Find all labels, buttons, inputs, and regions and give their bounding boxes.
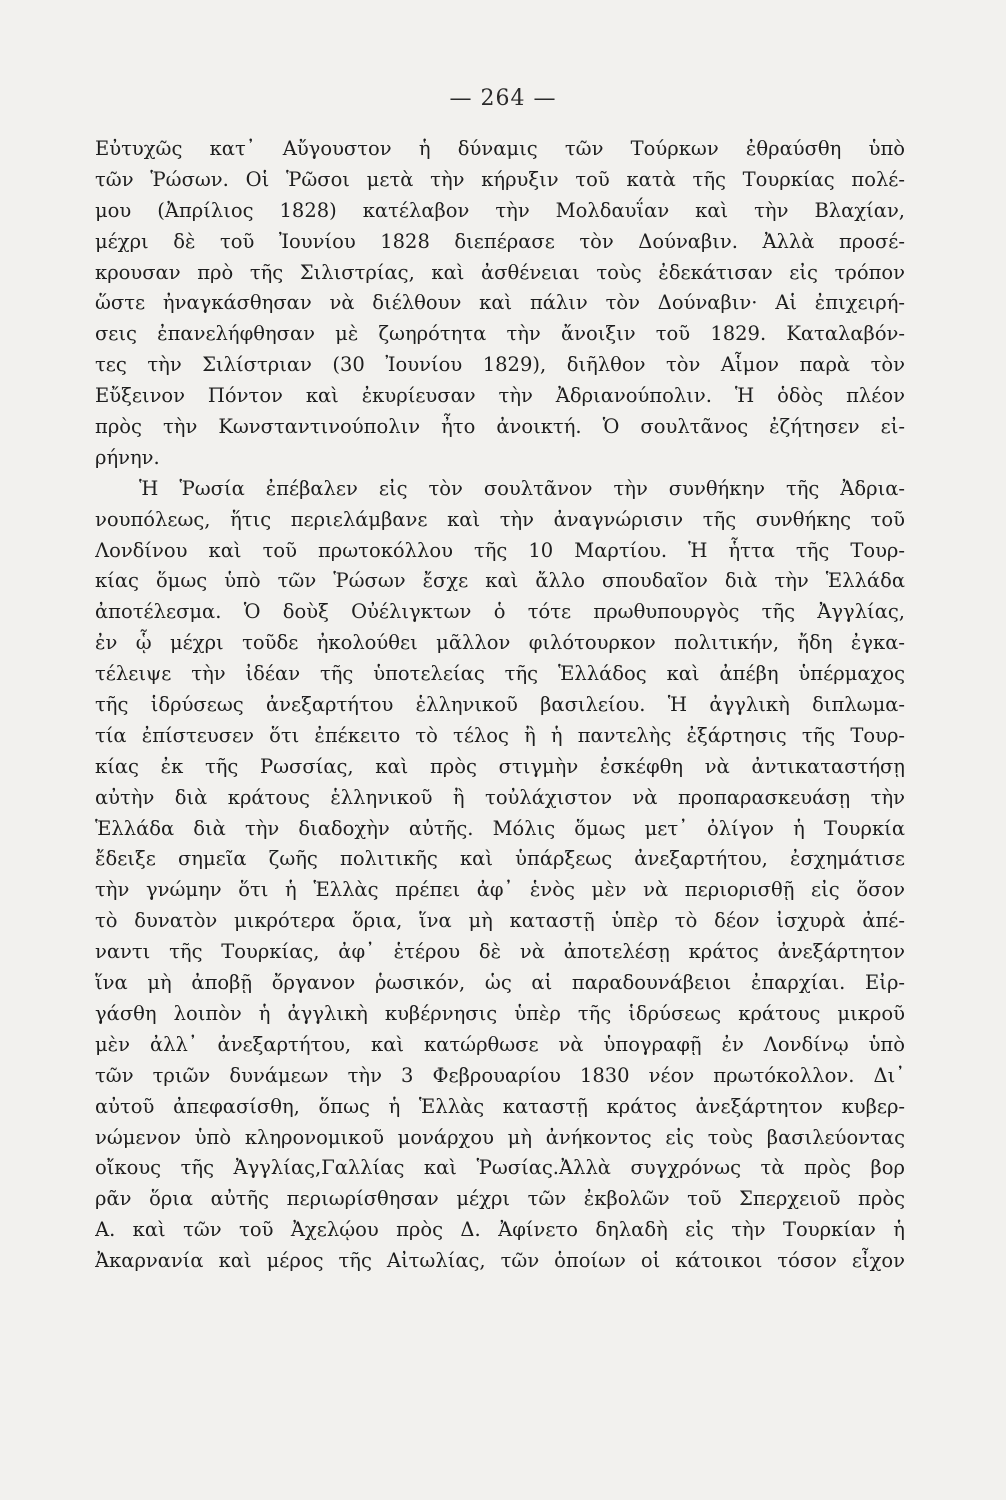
text-line: τῶν Ῥώσων. Οἱ Ῥῶσοι μετὰ τὴν κήρυξιν τοῦ κατὰ τῆς Τουρκίας πολέ-: [95, 167, 905, 191]
text-line: γάσθη λοιπὸν ἡ ἀγγλικὴ κυβέρνησις ὑπὲρ τῆς ἱδρύσεως κράτους μικροῦ: [95, 1001, 905, 1025]
text-line: κίας ἐκ τῆς Ρωσσίας, καὶ πρὸς στιγμὴν ἐσκέφθη νὰ ἀντικαταστήσῃ: [95, 754, 905, 778]
text-line: μου (Ἀπρίλιος 1828) κατέλαβον τὴν Μολδαυΐαν καὶ τὴν Βλαχίαν,: [95, 198, 905, 222]
text-line: Λονδίνου καὶ τοῦ πρωτοκόλλου τῆς 10 Μαρτίου. Ἡ ἧττα τῆς Τουρ-: [95, 538, 905, 562]
text-line: κρουσαν πρὸ τῆς Σιλιστρίας, καὶ ἀσθένειαι τοὺς ἐδεκάτισαν εἰς τρόπον: [95, 260, 905, 284]
text-line: πρὸς τὴν Κωνσταντινούπολιν ἦτο ἀνοικτή. Ὁ σουλτᾶνος ἐζήτησεν εἰ-: [95, 415, 905, 439]
text-line: Α. καὶ τῶν τοῦ Ἀχελῴου πρὸς Δ. Ἀφίνετο δηλαδὴ εἰς τὴν Τουρκίαν ἡ: [95, 1218, 905, 1242]
text-line: τῶν τριῶν δυνάμεων τὴν 3 Φεβρουαρίου 1830 νέον πρωτόκολλον. Δι᾿: [95, 1063, 905, 1087]
text-line: ὥστε ἠναγκάσθησαν νὰ διέλθουν καὶ πάλιν τὸν Δούναβιν· Αἱ ἐπιχειρή-: [95, 291, 905, 315]
text-line: τία ἐπίστευσεν ὅτι ἐπέκειτο τὸ τέλος ἢ ἡ παντελὴς ἐξάρτησις τῆς Τουρ-: [95, 723, 905, 747]
text-line: τέλειψε τὴν ἰδέαν τῆς ὑποτελείας τῆς Ἑλλάδος καὶ ἀπέβη ὑπέρμαχος: [95, 662, 905, 686]
text-line: Ἑλλάδα διὰ τὴν διαδοχὴν αὐτῆς. Μόλις ὅμως μετ᾿ ὀλίγον ἡ Τουρκία: [95, 816, 905, 840]
text-line: κίας ὅμως ὑπὸ τῶν Ῥώσων ἔσχε καὶ ἄλλο σπουδαῖον διὰ τὴν Ἑλλάδα: [95, 569, 905, 593]
text-line: νουπόλεως, ἥτις περιελάμβανε καὶ τὴν ἀναγνώρισιν τῆς συνθήκης τοῦ: [95, 507, 905, 531]
text-line: μέχρι δὲ τοῦ Ἰουνίου 1828 διεπέρασε τὸν Δούναβιν. Ἀλλὰ προσέ-: [95, 229, 905, 253]
text-line: τῆς ἱδρύσεως ἀνεξαρτήτου ἑλληνικοῦ βασιλείου. Ἡ ἀγγλικὴ διπλωμα-: [95, 693, 905, 717]
text-line: τες τὴν Σιλίστριαν (30 Ἰουνίου 1829), διῆλθον τὸν Αἷμον παρὰ τὸν: [95, 353, 905, 377]
text-line: τὴν γνώμην ὅτι ἡ Ἑλλὰς πρέπει ἀφ᾿ ἑνὸς μὲν νὰ περιορισθῇ εἰς ὅσον: [95, 878, 905, 902]
text-line: Ἀκαρνανία καὶ μέρος τῆς Αἰτωλίας, τῶν ὁποίων οἱ κάτοικοι τόσον εἶχον: [95, 1249, 905, 1273]
text-line: οἴκους τῆς Ἀγγλίας,Γαλλίας καὶ Ῥωσίας.Ἀλλὰ συγχρόνως τὰ πρὸς βορ: [95, 1156, 905, 1180]
text-line: ρήνην.: [95, 445, 160, 469]
text-line: σεις ἐπανελήφθησαν μὲ ζωηρότητα τὴν ἄνοιξιν τοῦ 1829. Καταλαβόν-: [95, 322, 905, 346]
page-number: — 264 —: [449, 86, 557, 111]
text-line: νώμενον ὑπὸ κληρονομικοῦ μονάρχου μὴ ἀνήκοντος εἰς τοὺς βασιλεύοντας: [95, 1125, 905, 1149]
text-line: τὸ δυνατὸν μικρότερα ὅρια, ἵνα μὴ καταστῇ ὑπὲρ τὸ δέον ἰσχυρὰ ἀπέ-: [95, 909, 905, 933]
text-line: ναντι τῆς Τουρκίας, ἀφ᾿ ἑτέρου δὲ νὰ ἀποτελέσῃ κράτος ἀνεξάρτητον: [95, 940, 905, 964]
text-line: ἔδειξε σημεῖα ζωῆς πολιτικῆς καὶ ὑπάρξεως ἀνεξαρτήτου, ἐσχημάτισε: [95, 847, 905, 871]
paragraph-1: [95, 134, 905, 474]
paragraph-2: [95, 474, 905, 1277]
text-line: αὐτοῦ ἀπεφασίσθη, ὅπως ἡ Ἑλλὰς καταστῇ κράτος ἀνεξάρτητον κυβερ-: [95, 1094, 905, 1118]
text-line: ἀποτέλεσμα. Ὁ δοὺξ Οὐέλιγκτων ὁ τότε πρωθυπουργὸς τῆς Ἀγγλίας,: [95, 600, 905, 624]
text-line: Εὐτυχῶς κατ᾿ Αὔγουστον ἡ δύναμις τῶν Τούρκων ἐθραύσθη ὑπὸ: [95, 137, 905, 160]
text-line: μὲν ἀλλ᾿ ἀνεξαρτήτου, καὶ κατώρθωσε νὰ ὑπογραφῇ ἐν Λονδίνῳ ὑπὸ: [95, 1032, 905, 1056]
text-line: ἵνα μὴ ἀποβῇ ὄργανον ῥωσικόν, ὡς αἱ παραδουνάβειοι ἐπαρχίαι. Εἰρ-: [95, 971, 905, 995]
body-text: [95, 134, 905, 1277]
text-line: Ἡ Ῥωσία ἐπέβαλεν εἰς τὸν σουλτᾶνον τὴν συνθήκην τῆς Ἀδρια-: [139, 476, 905, 500]
text-line: Εὔξεινον Πόντον καὶ ἐκυρίευσαν τὴν Ἀδριανούπολιν. Ἡ ὁδὸς πλέον: [95, 384, 905, 408]
text-line: ρᾶν ὅρια αὐτῆς περιωρίσθησαν μέχρι τῶν ἐκβολῶν τοῦ Σπερχειοῦ πρὸς: [95, 1187, 905, 1211]
text-line: ἐν ᾧ μέχρι τοῦδε ἠκολούθει μᾶλλον φιλότουρκον πολιτικήν, ἤδη ἐγκα-: [95, 631, 905, 655]
text-line: αὐτὴν διὰ κράτους ἑλληνικοῦ ἢ τοὐλάχιστον νὰ προπαρασκευάσῃ τὴν: [95, 785, 905, 809]
